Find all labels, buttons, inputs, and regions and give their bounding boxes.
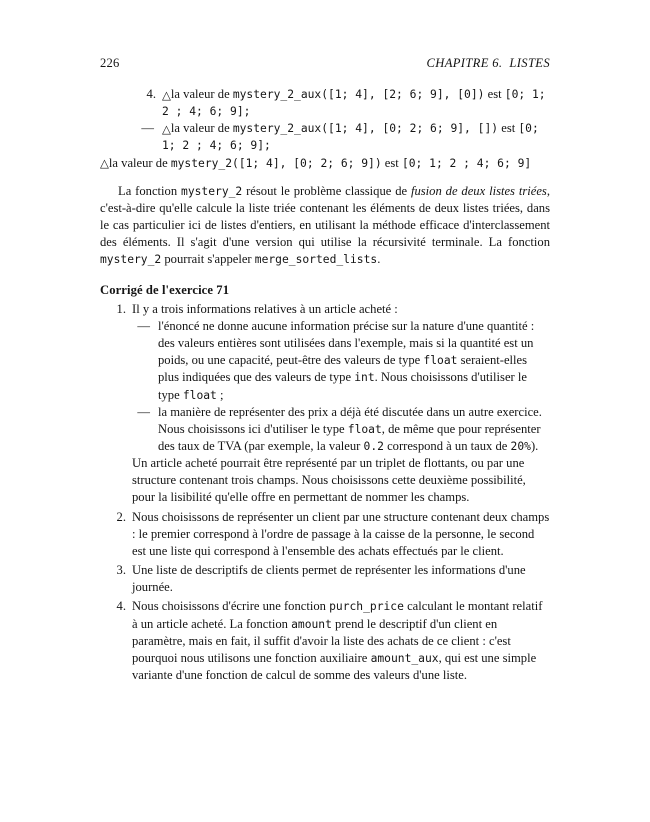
emphasis-fusion: fusion de deux listes triées: [410, 183, 547, 198]
corrige-item-2: [100, 509, 550, 560]
t: est: [381, 155, 402, 170]
example-item-dash-text: [162, 121, 539, 152]
corrige-item-1-sub-1-text: [158, 319, 534, 402]
chapter-title: CHAPITRE 6. LISTES: [426, 56, 550, 70]
code-float-b: float: [182, 388, 217, 402]
triangle-icon: △: [100, 156, 109, 171]
example-item-4: [100, 86, 550, 120]
code-terminator: ;: [243, 105, 251, 119]
t: La fonction: [118, 183, 182, 198]
list-marker-dash: —: [137, 404, 150, 419]
list-marker-dash: —: [137, 318, 150, 333]
t: calculant le montant relatif à un article acheté. La fonction: [132, 599, 543, 631]
example-flush-line: [100, 155, 550, 172]
corrige-item-1-sub-2-text: [158, 405, 542, 453]
spacer: [100, 172, 550, 183]
code-result: [0; 1; 2 ; 4; 6; 9]: [162, 88, 546, 119]
t: Nous choisissons d'écrire une fonction: [132, 599, 330, 614]
list-marker: 3.: [116, 563, 126, 578]
t: la valeur de: [170, 121, 233, 136]
code-value-02: 0.2: [363, 439, 384, 453]
t: la valeur de: [170, 87, 233, 101]
t: prend le descriptif d'un client en paramètre, mais en fait, il suffit d'avoir la liste des achats de ce client : c'est pourquoi nous utilisons une fonction auxiliaire: [132, 616, 511, 665]
corrige-item-4: [100, 598, 550, 684]
triangle-icon: △: [162, 87, 171, 102]
corrige-item-3-text: Une liste de descriptifs de clients permet de représenter les informations d'une journée.: [132, 563, 526, 595]
corrige-item-1-tail-text: Un article acheté pourrait être représenté par un triplet de flottants, ou par une structure contenant trois champs. Nous choisissons cette deuxième possibilité, pour la lisibilité qu'elle offre en permettant de nommer les champs.: [132, 456, 526, 505]
t: ;: [216, 387, 224, 402]
list-marker: 4.: [116, 599, 126, 614]
t: . Nous choisissons d'utiliser le type: [158, 370, 527, 402]
corrige-item-1: [100, 301, 550, 318]
running-head: [100, 54, 550, 72]
code-call: mystery_2_aux([1; 4], [2; 6; 9], [0]): [232, 88, 485, 101]
code-call: mystery_2([1; 4], [0; 2; 6; 9]): [170, 156, 382, 170]
code-call: mystery_2_aux([1; 4], [0; 2; 6; 9], []): [232, 122, 499, 136]
code-mystery2-b: mystery_2: [100, 253, 162, 267]
corrige-item-2-text: Nous choisissons de représenter un client par une structure contenant deux champs : le premier correspond à l'ordre de passage à la caisse de la personne, le second est une liste qui correspond à l'ensemble des achats effectués par le client.: [132, 509, 550, 558]
list-marker-dash: —: [141, 121, 154, 136]
code-result: [0; 1; 2 ; 4; 6; 9]: [162, 122, 539, 153]
code-rate-20pct: 20%: [510, 439, 531, 453]
t: est: [484, 87, 505, 101]
t: , qui est une simple variante d'une fonction de calcul de somme des valeurs d'une liste.: [132, 650, 537, 682]
code-float: float: [347, 422, 382, 436]
t: correspond à un taux de: [383, 438, 511, 453]
code-purch-price: purch_price: [329, 600, 404, 614]
corrige-item-1-tail: [100, 455, 550, 506]
t: la manière de représenter des prix a déjà été discutée dans un autre exercice. Nous choisissons ici d'utiliser le type: [158, 404, 542, 436]
corrige-item-1-sub-2: [100, 404, 550, 455]
page-number: 226: [100, 56, 120, 70]
code-float: float: [423, 354, 458, 368]
corrige-item-4-text: [132, 599, 542, 682]
t: , de même que pour représenter des taux de TVA (par exemple, la valeur: [158, 421, 541, 453]
t: est: [498, 121, 519, 136]
triangle-icon: △: [162, 121, 171, 136]
page-body: [100, 86, 550, 684]
code-int: int: [354, 371, 375, 385]
t: résout le problème classique de: [242, 183, 411, 198]
code-mystery2: mystery_2: [181, 184, 243, 198]
corrige-item-3: [100, 562, 550, 596]
t: l'énoncé ne donne aucune information précise sur la nature d'une quantité : des valeurs entières sont utilisées dans l'exemple, mais si la quantité est un poids, ou une capacité, peut-être des valeurs de type: [158, 318, 535, 368]
corrige-item-1-sub-1: [100, 318, 550, 404]
code-terminator: ;: [264, 139, 271, 153]
t: .: [377, 252, 381, 267]
code-merge-sorted-lists: merge_sorted_lists: [254, 253, 378, 267]
t: la valeur de: [108, 155, 171, 170]
code-amount-aux: amount_aux: [370, 651, 439, 665]
spacer: [100, 269, 550, 282]
list-marker: 1.: [116, 301, 126, 316]
list-marker: 4.: [146, 87, 156, 101]
section-heading-corrige: Corrigé de l'exercice 71: [100, 282, 230, 297]
corrige-item-1-lead: Il y a trois informations relatives à un article acheté :: [132, 301, 398, 316]
example-flush-text: [100, 156, 531, 170]
explanation-paragraph: [100, 183, 550, 269]
t: ).: [530, 438, 539, 453]
t: , c'est-à-dire qu'elle calcule la liste triée contenant les éléments de deux listes triées, dans le cas particulier ici de listes d'entiers, en utilisant la méthode efficace d'interclassement des éléments. Il s'agit d'une version qui utilise la récursivité terminale. La fonction: [100, 183, 550, 250]
example-item-dash: [100, 120, 550, 154]
code-result: [0; 1; 2 ; 4; 6; 9]: [401, 156, 532, 170]
t: pourrait s'appeler: [161, 252, 255, 267]
code-amount: amount: [291, 617, 332, 631]
example-item-4-text: [162, 87, 546, 118]
list-marker: 2.: [116, 509, 126, 524]
t: seraient-elles plus indiquées que des valeurs de type: [158, 353, 528, 385]
